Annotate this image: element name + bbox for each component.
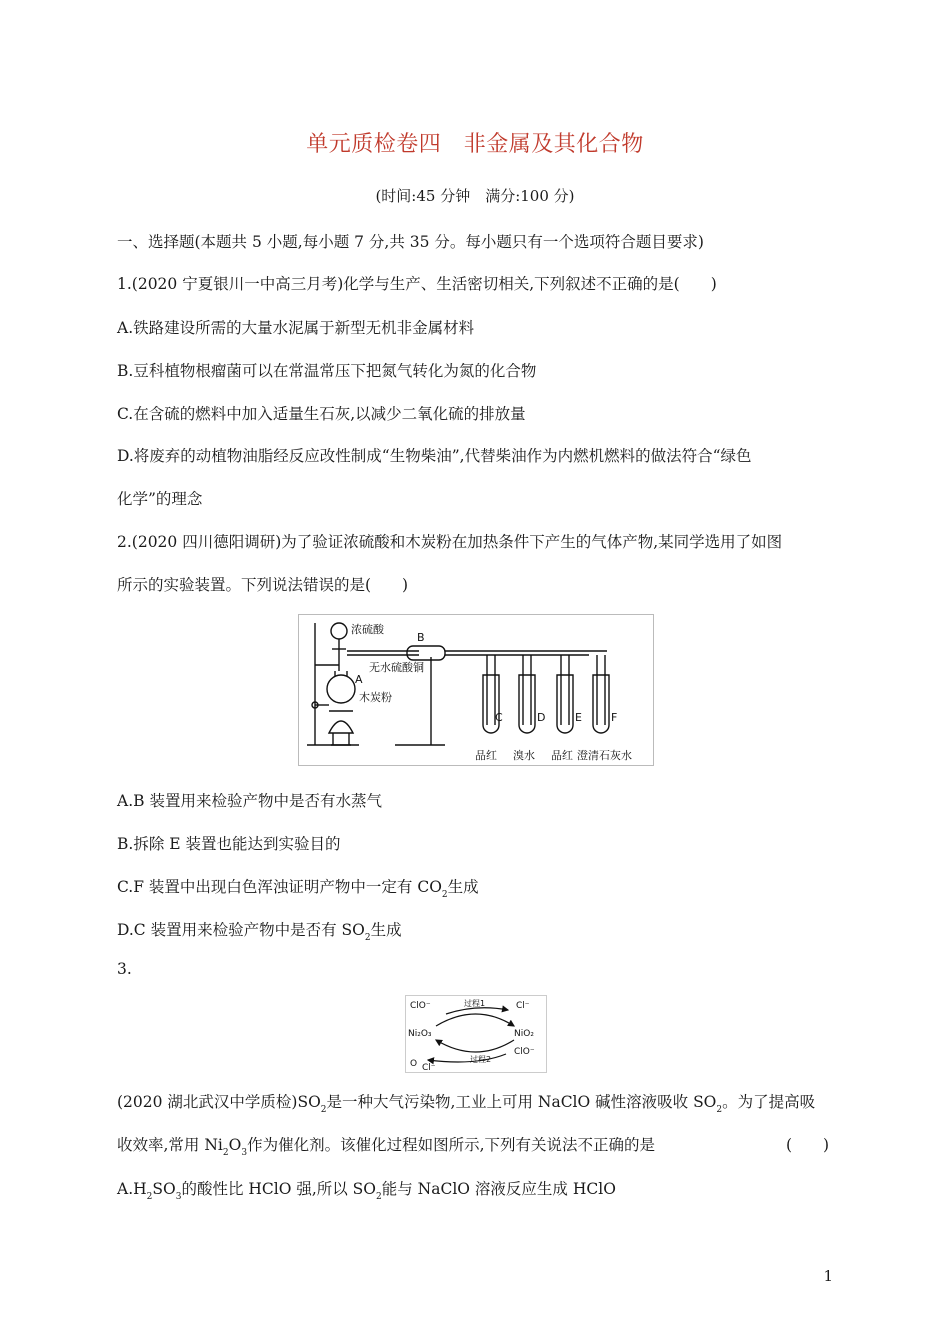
q2-option-d: D.C 装置用来检验产物中是否有 $SO_2$生成: [117, 921, 402, 943]
exam-time-info: (时间:45 分钟 满分:100 分): [375, 187, 575, 205]
nio2-label: NiO₂: [514, 1029, 534, 1039]
process-1-label: 过程1: [464, 999, 486, 1008]
q3-stem: (2020 湖北武汉中学质检)$SO_2$是一种大气污染物,工业上可用 NaClO 碱性溶液吸收 $SO_2$。为了提高吸: [117, 1093, 816, 1115]
tube-c-solution: 品红: [475, 749, 497, 762]
q3-stem-cont: 收效率,常用 $Ni_2O_3$作为催化剂。该催化过程如图所示,下列有关说法不正确的是: [117, 1136, 655, 1158]
label-anhydrous-cuso4: 无水硫酸铜: [369, 661, 424, 674]
process-2-label: 过程2: [470, 1055, 492, 1064]
tube-c-letter: C: [495, 711, 503, 724]
q2-stem: 2.(2020 四川德阳调研)为了验证浓硫酸和木炭粉在加热条件下产生的气体产物,某同学选用了如图: [117, 533, 783, 551]
q1-option-a: A.铁路建设所需的大量水泥属于新型无机非金属材料: [117, 319, 475, 337]
q3-number: 3.: [117, 960, 132, 978]
q3-answer-paren: ( ): [786, 1136, 830, 1154]
q2-option-a: A.B 装置用来检验产物中是否有水蒸气: [117, 792, 382, 810]
q3-option-a: $A.H_2SO_3$的酸性比 HClO 强,所以 $SO_2$能与 NaClO 溶液反应生成 HClO: [117, 1180, 616, 1202]
tube-f-solution: 澄清石灰水: [577, 749, 632, 762]
q2-apparatus-figure: [298, 614, 654, 766]
section-heading: 一、选择题(本题共 5 小题,每小题 7 分,共 35 分。每小题只有一个选项符合题目要求): [117, 233, 704, 251]
q2-option-b: B.拆除 E 装置也能达到实验目的: [117, 835, 341, 853]
cl-minus-top: Cl⁻: [516, 1001, 530, 1011]
apparatus-diagram: [299, 615, 653, 765]
page-number: 1: [823, 1267, 833, 1285]
tube-e-solution: 品红: [551, 749, 573, 762]
tube-d-letter: D: [537, 711, 546, 724]
o-label: O: [410, 1059, 418, 1069]
q1-option-d: D.将废弃的动植物油脂经反应改性制成“生物柴油”,代替柴油作为内燃机燃料的做法符合“绿色: [117, 447, 752, 465]
clo-minus-top: ClO⁻: [410, 1001, 431, 1011]
q2-option-c: C.F 装置中出现白色浑浊证明产物中一定有 $CO_2$生成: [117, 878, 479, 900]
clo-minus-bottom: ClO⁻: [514, 1047, 535, 1057]
page-title: 单元质检卷四 非金属及其化合物: [306, 132, 644, 157]
cl-minus-bottom: Cl⁻: [422, 1063, 436, 1072]
q1-option-d-cont: 化学”的理念: [117, 490, 203, 508]
ni2o3-label: Ni₂O₃: [408, 1029, 432, 1039]
label-b: B: [417, 631, 425, 644]
catalysis-cycle-diagram: [406, 996, 546, 1072]
tube-f-letter: F: [611, 711, 618, 724]
q3-catalysis-figure: [405, 995, 547, 1073]
q1-stem: 1.(2020 宁夏银川一中高三月考)化学与生产、生活密切相关,下列叙述不正确的是( ): [117, 275, 717, 293]
tube-d-solution: 溴水: [513, 749, 535, 762]
q2-stem-cont: 所示的实验装置。下列说法错误的是( ): [117, 576, 409, 594]
q1-option-c: C.在含硫的燃料中加入适量生石灰,以减少二氧化硫的排放量: [117, 405, 526, 423]
label-charcoal: 木炭粉: [359, 691, 392, 704]
label-conc-sulfuric-acid: 浓硫酸: [351, 623, 384, 636]
q1-option-b: B.豆科植物根瘤菌可以在常温常压下把氮气转化为氮的化合物: [117, 362, 537, 380]
tube-e-letter: E: [575, 711, 582, 724]
label-a: A: [355, 673, 363, 686]
